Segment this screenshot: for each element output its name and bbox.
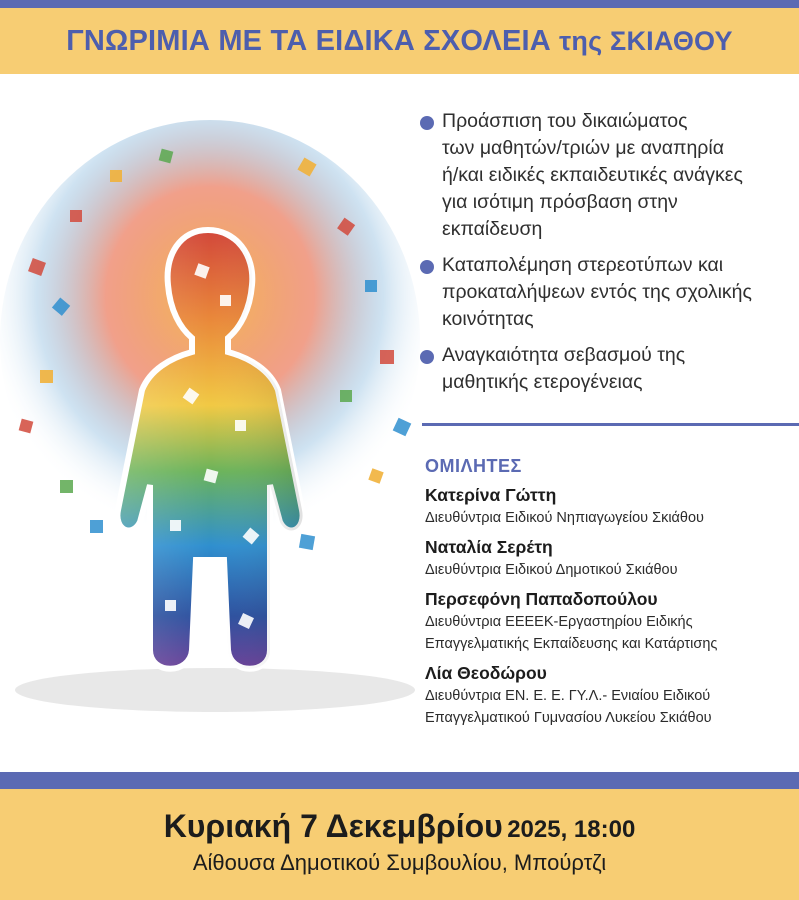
title-end: της ΣΚΙΑΘΟΥ — [559, 25, 733, 56]
title-main: ΓΝΩΡΙΜΙΑ ΜΕ ΤΑ ΕΙΔΙΚΑ ΣΧΟΛΕΙΑ — [66, 24, 551, 57]
event-date — [0, 808, 799, 845]
event-year-time: 2025, 18:00 — [507, 816, 636, 843]
list-item — [418, 342, 796, 396]
list-item — [418, 108, 796, 243]
bullet-text: Καταπολέμηση στερεοτύπων και προκαταλήψεων εντός της σχολικής κοινότητας — [442, 254, 752, 330]
bullet-text: Προάσπιση του δικαιώματος των μαθητών/τριών με αναπηρία ή/και ειδικές εκπαιδευτικές ανάγκες για ισότιμη πρόσβαση στην εκπαίδευση — [442, 110, 743, 240]
event-venue: Αίθουσα Δημοτικού Συμβουλίου, Μπούρτζι — [192, 850, 607, 875]
event-date-main: Κυριακή 7 Δεκεμβρίου — [163, 808, 503, 844]
speaker-role: Διευθύντρια Ειδικού Νηπιαγωγείου Σκιάθου — [425, 510, 704, 526]
speaker-name: Λία Θεοδώρου — [425, 663, 547, 683]
bottom-stripe — [0, 772, 799, 789]
speaker-name: Ναταλία Σερέτη — [425, 537, 553, 557]
speaker-role: Διευθύντρια Ειδικού Δημοτικού Σκιάθου — [425, 562, 678, 578]
bullet-dot-icon — [420, 116, 434, 130]
bullet-list — [418, 108, 796, 405]
top-stripe — [0, 0, 799, 8]
speakers-section — [425, 456, 797, 735]
child-mosaic-illustration — [0, 90, 420, 730]
speaker-entry — [425, 483, 797, 529]
speaker-entry — [425, 535, 797, 581]
bullet-dot-icon — [420, 350, 434, 364]
speaker-entry — [425, 661, 797, 729]
list-item — [418, 252, 796, 333]
bullet-dot-icon — [420, 260, 434, 274]
speaker-name: Περσεφόνη Παπαδοπούλου — [425, 589, 658, 609]
speakers-heading: ΟΜΙΛΗΤΕΣ — [425, 456, 522, 476]
poster-title — [66, 25, 732, 58]
section-divider — [422, 423, 799, 426]
speaker-role: Διευθύντρια ΕΕΕΕΚ-Εργαστηρίου Ειδικής Επαγγελματικής Εκπαίδευσης και Κατάρτισης — [425, 614, 718, 652]
speaker-role: Διευθύντρια ΕΝ. Ε. Ε. ΓΥ.Λ.- Ενιαίου Ειδικού Επαγγελματικού Γυμνασίου Λυκείου Σκιάθου — [425, 688, 712, 726]
speaker-entry — [425, 587, 797, 655]
speaker-name: Κατερίνα Γώττη — [425, 485, 557, 505]
title-band — [0, 8, 799, 74]
bullet-text: Αναγκαιότητα σεβασμού της μαθητικής ετερογένειας — [442, 344, 686, 393]
